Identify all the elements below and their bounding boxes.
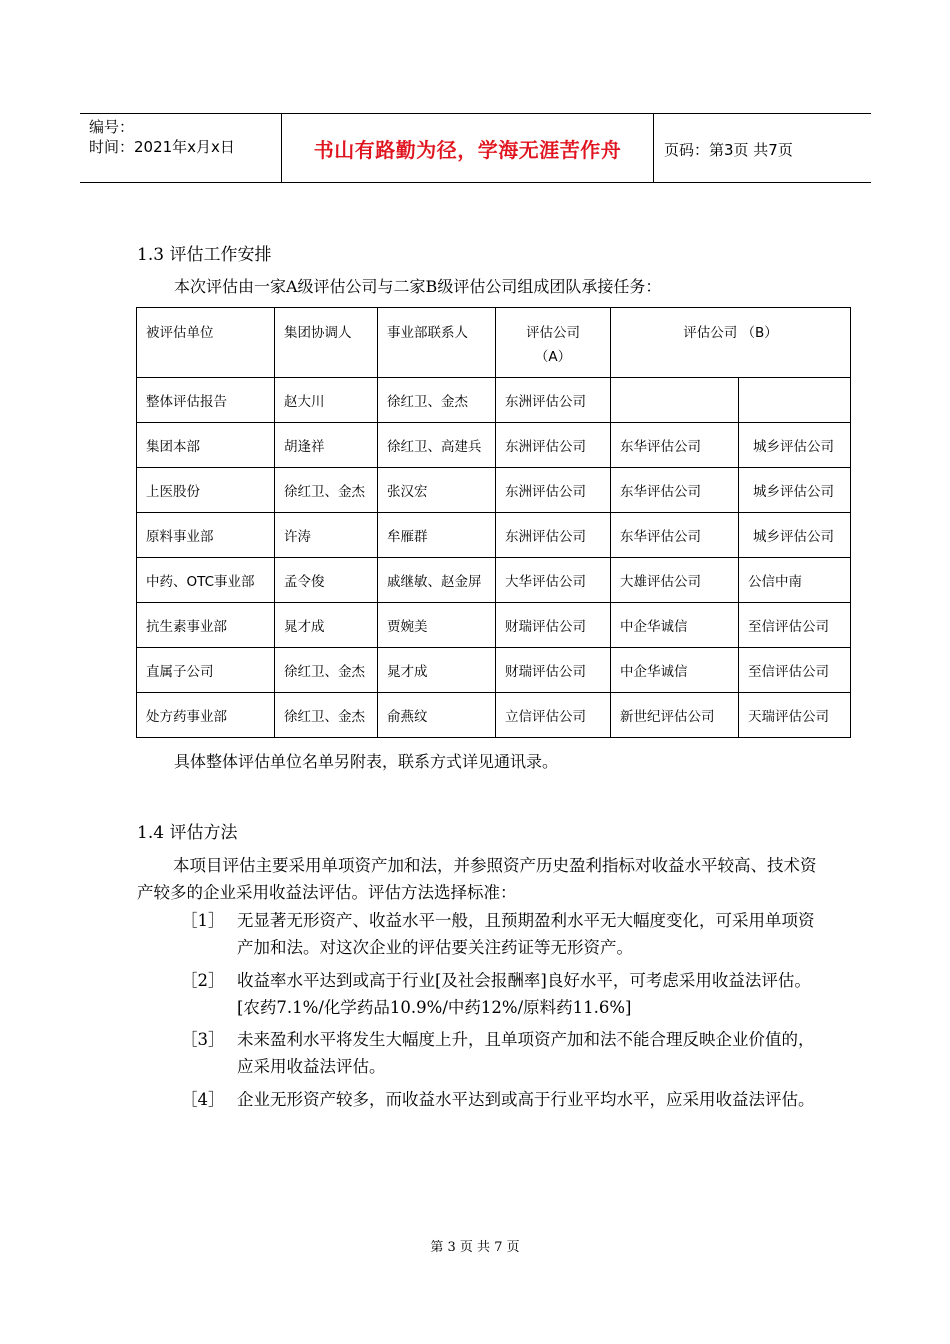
table-row [137,423,851,468]
table-cell: 财瑞评估公司 [496,648,611,693]
table-row [137,468,851,513]
table-header-row [137,308,851,378]
table-cell: 徐红卫、金杰 [275,693,378,738]
table-cell: 至信评估公司 [739,648,851,693]
table-cell: 集团本部 [137,423,275,468]
table-header-cell: 事业部联系人 [378,308,496,378]
table-cell [739,378,851,423]
table-cell: 孟令俊 [275,558,378,603]
time-label: 时间：2021年x月x日 [89,138,235,156]
table-cell: 徐红卫、金杰 [275,648,378,693]
table-cell: 东洲评估公司 [496,513,611,558]
table-cell: 俞燕纹 [378,693,496,738]
criteria-text: 未来盈利水平将发生大幅度上升，且单项资产加和法不能合理反映企业价值的，应采用收益法评估。 [237,1030,815,1076]
criteria-text: 无显著无形资产、收益水平一般，且预期盈利水平无大幅度变化，可采用单项资产加和法。对这次企业的评估要关注药证等无形资产。 [237,911,815,957]
table-cell: 大雄评估公司 [611,558,739,603]
table-row [137,648,851,693]
table-cell: 天瑞评估公司 [739,693,851,738]
header-motto: 书山有路勤为径，学海无涯苦作舟 [313,138,622,162]
table-cell: 徐红卫、金杰 [378,378,496,423]
header-page-cell [654,114,871,182]
table-cell: 中企华诚信 [611,648,739,693]
assignment-table [136,307,851,738]
table-row [137,378,851,423]
table-cell: 徐红卫、金杰 [275,468,378,513]
table-cell: 上医股份 [137,468,275,513]
table-header-cell: 评估公司 （B） [611,308,851,378]
criteria-number: ［1］ [181,911,225,930]
table-header-cell: 被评估单位 [137,308,275,378]
header-company-a-mark: （A） [534,349,572,365]
table-cell: 中药、OTC事业部 [137,558,275,603]
table-cell: 牟雁群 [378,513,496,558]
criteria-number: ［2］ [181,971,225,990]
table-row [137,513,851,558]
section-1-3-after: 具体整体评估单位名单另附表，联系方式详见通讯录。 [174,752,559,771]
table-cell: 戚继敏、赵金屏 [378,558,496,603]
table-cell: 胡逢祥 [275,423,378,468]
section-1-3-title: 1.3 评估工作安排 [137,245,272,265]
criteria-text: 收益率水平达到或高于行业[及社会报酬率]良好水平，可考虑采用收益法评估。[农药7.1%/化学药品10.9%/中药12%/原料药11.6%] [237,971,811,1017]
header-meta-cell [80,114,282,182]
table-cell: 整体评估报告 [137,378,275,423]
table-cell: 财瑞评估公司 [496,603,611,648]
table-cell: 晁才成 [378,648,496,693]
table-cell: 晁才成 [275,603,378,648]
table-cell: 赵大川 [275,378,378,423]
section-1-3-intro: 本次评估由一家A级评估公司与二家B级评估公司组成团队承接任务： [174,277,662,296]
table-cell: 处方药事业部 [137,693,275,738]
table-cell: 城乡评估公司 [739,513,851,558]
table-cell: 贾婉美 [378,603,496,648]
section-1-4-paragraph: 本项目评估主要采用单项资产加和法，并参照资产历史盈利指标对收益水平较高、技术资产较多的企业采用收益法评估。评估方法选择标准： [137,856,817,902]
criteria-number: ［3］ [181,1030,225,1049]
table-cell: 大华评估公司 [496,558,611,603]
table-cell: 城乡评估公司 [739,423,851,468]
page-footer: 第 3 页 共 7 页 [430,1240,520,1255]
table-cell: 许涛 [275,513,378,558]
table-cell: 东洲评估公司 [496,423,611,468]
table-row [137,603,851,648]
page-header [80,113,871,183]
table-cell [611,378,739,423]
table-header-cell: 集团协调人 [275,308,378,378]
doc-number-label: 编号： [89,118,135,136]
table-cell: 立信评估公司 [496,693,611,738]
table-cell: 东洲评估公司 [496,468,611,513]
table-cell: 东华评估公司 [611,468,739,513]
table-cell: 原料事业部 [137,513,275,558]
table-row [137,693,851,738]
table-cell: 直属子公司 [137,648,275,693]
table-cell: 东华评估公司 [611,513,739,558]
criteria-number: ［4］ [181,1090,225,1109]
table-cell: 徐红卫、高建兵 [378,423,496,468]
table-cell: 中企华诚信 [611,603,739,648]
table-cell: 新世纪评估公司 [611,693,739,738]
criteria-text: 企业无形资产较多，而收益水平达到或高于行业平均水平，应采用收益法评估。 [237,1090,815,1109]
table-cell: 东洲评估公司 [496,378,611,423]
table-cell: 公信中南 [739,558,851,603]
table-cell: 东华评估公司 [611,423,739,468]
table-cell: 抗生素事业部 [137,603,275,648]
table-cell: 张汉宏 [378,468,496,513]
section-1-4-title: 1.4 评估方法 [137,823,238,843]
table-cell: 城乡评估公司 [739,468,851,513]
header-company-a: 评估公司 [526,325,580,341]
table-row [137,558,851,603]
table-header-cell [496,308,611,378]
header-page-label: 页码：第3页 共7页 [664,141,793,159]
header-motto-cell [282,114,654,182]
table-cell: 至信评估公司 [739,603,851,648]
